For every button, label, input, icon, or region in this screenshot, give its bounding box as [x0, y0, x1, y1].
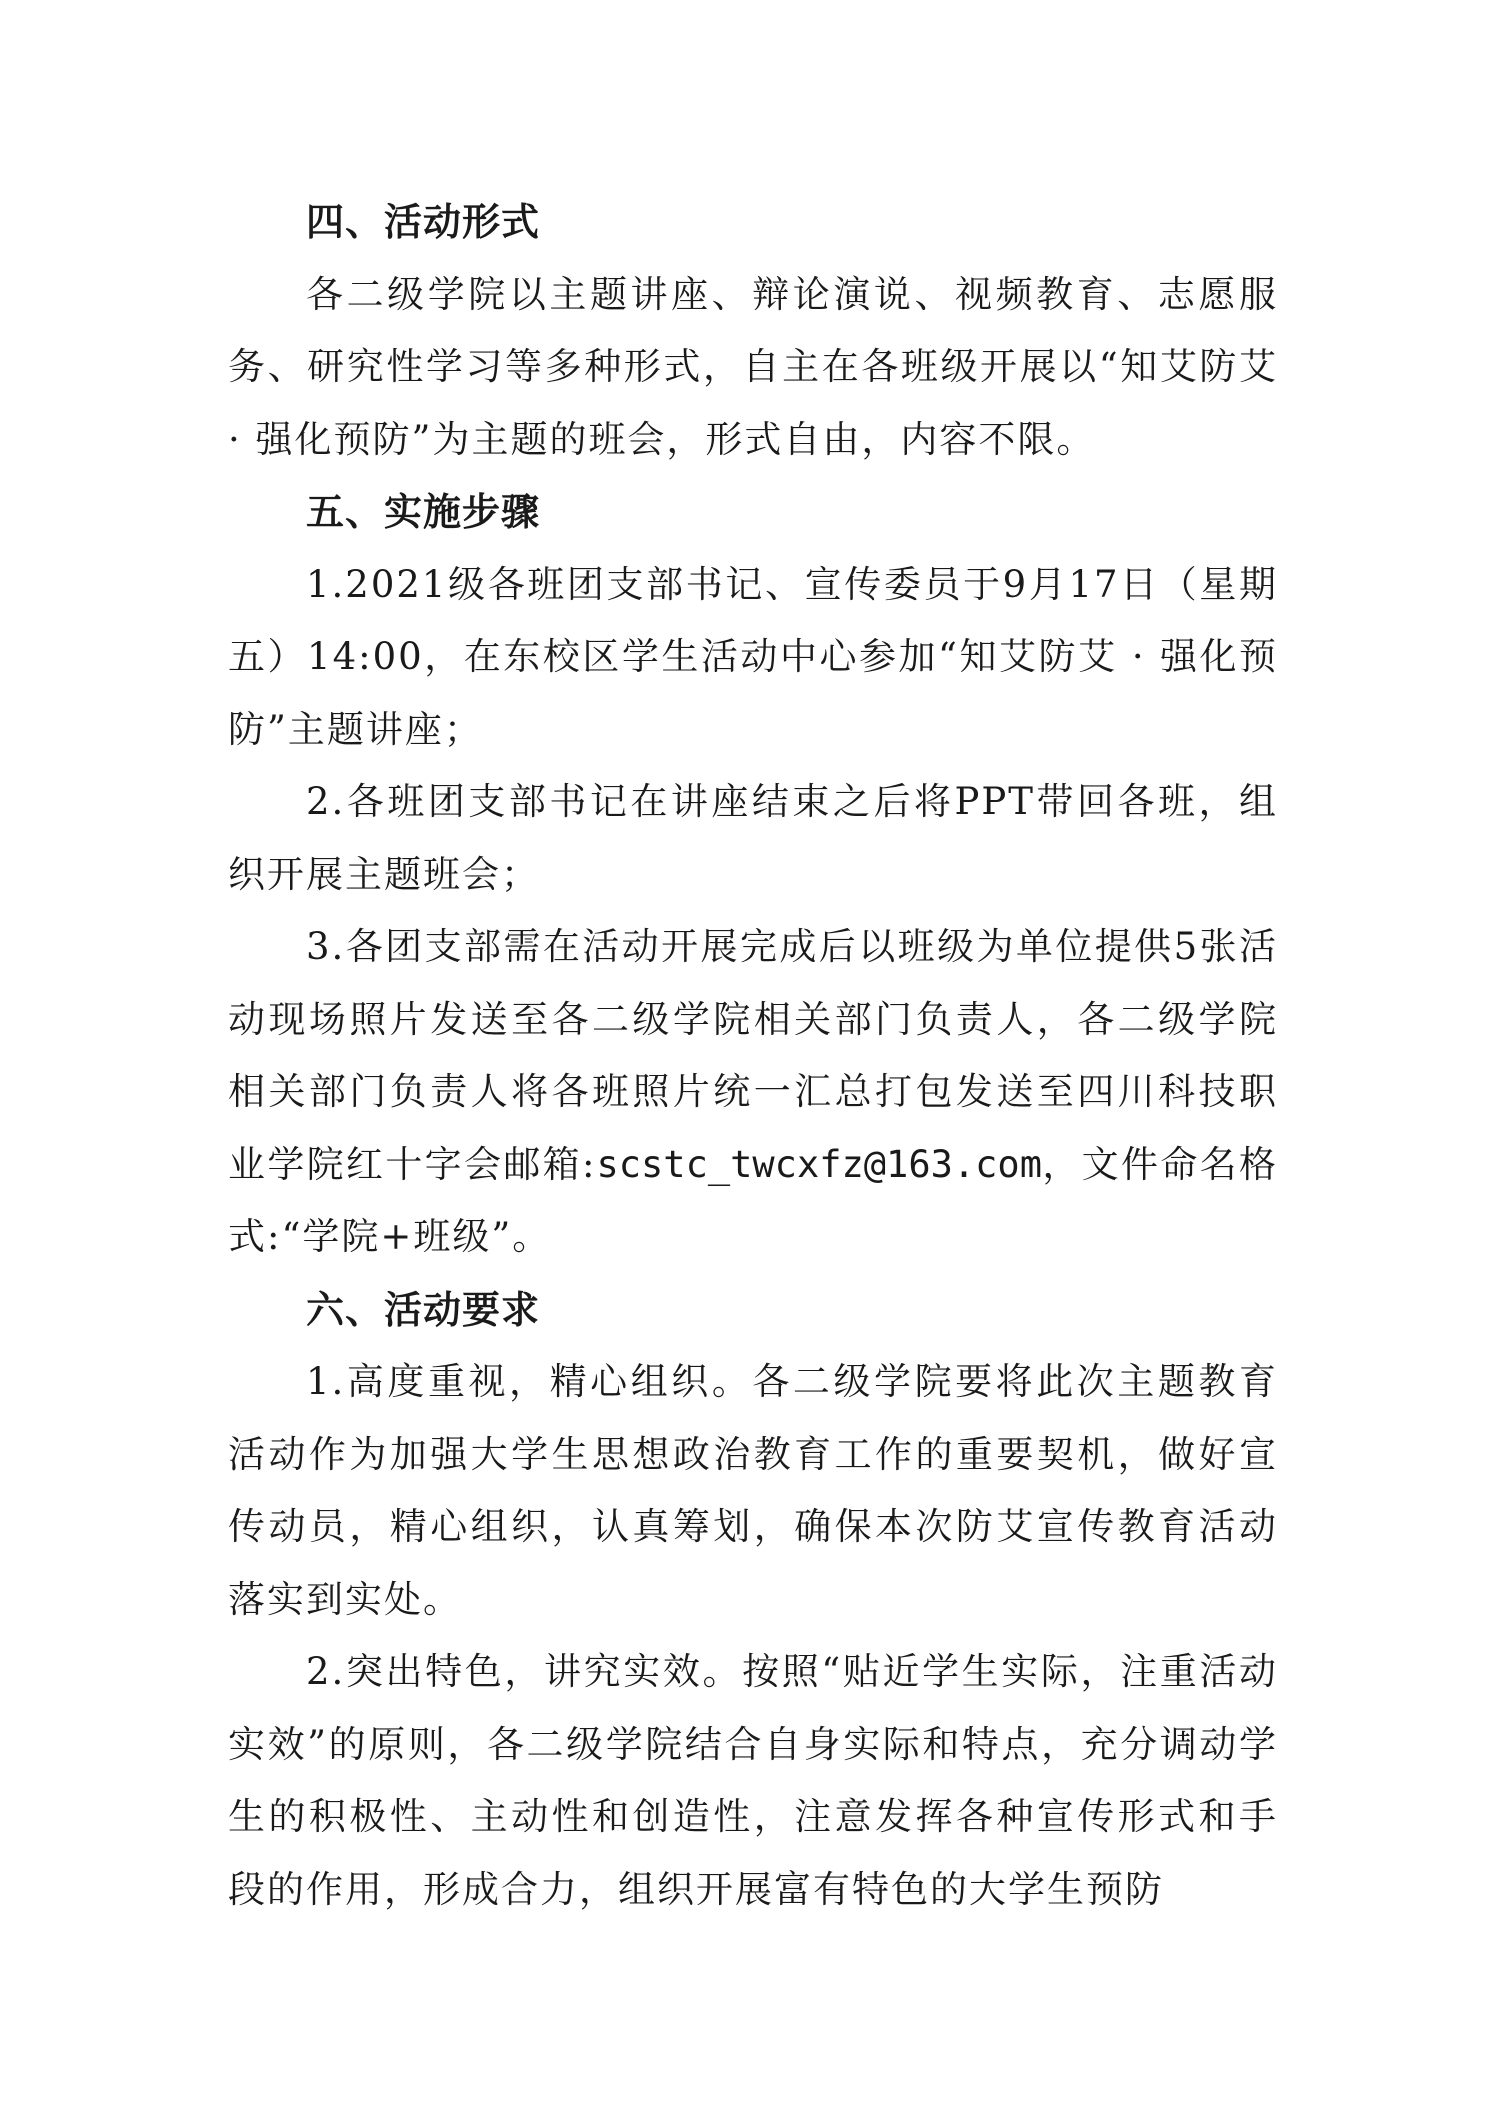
- paragraph-text: ，文件命名格式:“学院+班级”。: [228, 1142, 1278, 1258]
- paragraph: 2.突出特色，讲究实效。按照“贴近学生实际，注重活动实效”的原则，各二级学院结合自身实际和特点，充分调动学生的积极性、主动性和创造性，注意发挥各种宣传形式和手段的作用，形成合力，组织开展富有特色的大学生预防: [228, 1650, 1278, 1911]
- document-body: [228, 186, 1278, 1926]
- paragraph-with-email: [228, 911, 1278, 1274]
- section-activity-form: [228, 186, 1278, 476]
- section-heading: 六、活动要求: [306, 1287, 541, 1332]
- section-implementation-steps: [228, 476, 1278, 1274]
- email-address: scstc_twcxfz@163.com: [596, 1142, 1042, 1186]
- paragraph: 2.各班团支部书记在讲座结束之后将PPT带回各班，组织开展主题班会；: [228, 780, 1278, 896]
- section-activity-requirements: [228, 1274, 1278, 1927]
- section-heading: 四、活动形式: [306, 200, 541, 244]
- paragraph: 各二级学院以主题讲座、辩论演说、视频教育、志愿服务、研究性学习等多种形式，自主在各班级开展以“知艾防艾 · 强化预防”为主题的班会，形式自由，内容不限。: [228, 272, 1278, 461]
- section-heading: 五、实施步骤: [306, 490, 541, 534]
- paragraph: 1.高度重视，精心组织。各二级学院要将此次主题教育活动作为加强大学生思想政治教育工作的重要契机，做好宣传动员，精心组织，认真筹划，确保本次防艾宣传教育活动落实到实处。: [228, 1360, 1278, 1621]
- paragraph: 1.2021级各班团支部书记、宣传委员于9月17日（星期五）14:00，在东校区学生活动中心参加“知艾防艾 · 强化预防”主题讲座；: [228, 562, 1278, 751]
- paragraph-text: 3.各团支部需在活动开展完成后以班级为单位提供5张活动现场照片发送至各二级学院相关部门负责人，各二级学院相关部门负责人将各班照片统一汇总打包发送至四川科技职业学院红十字会邮箱:: [228, 925, 1278, 1186]
